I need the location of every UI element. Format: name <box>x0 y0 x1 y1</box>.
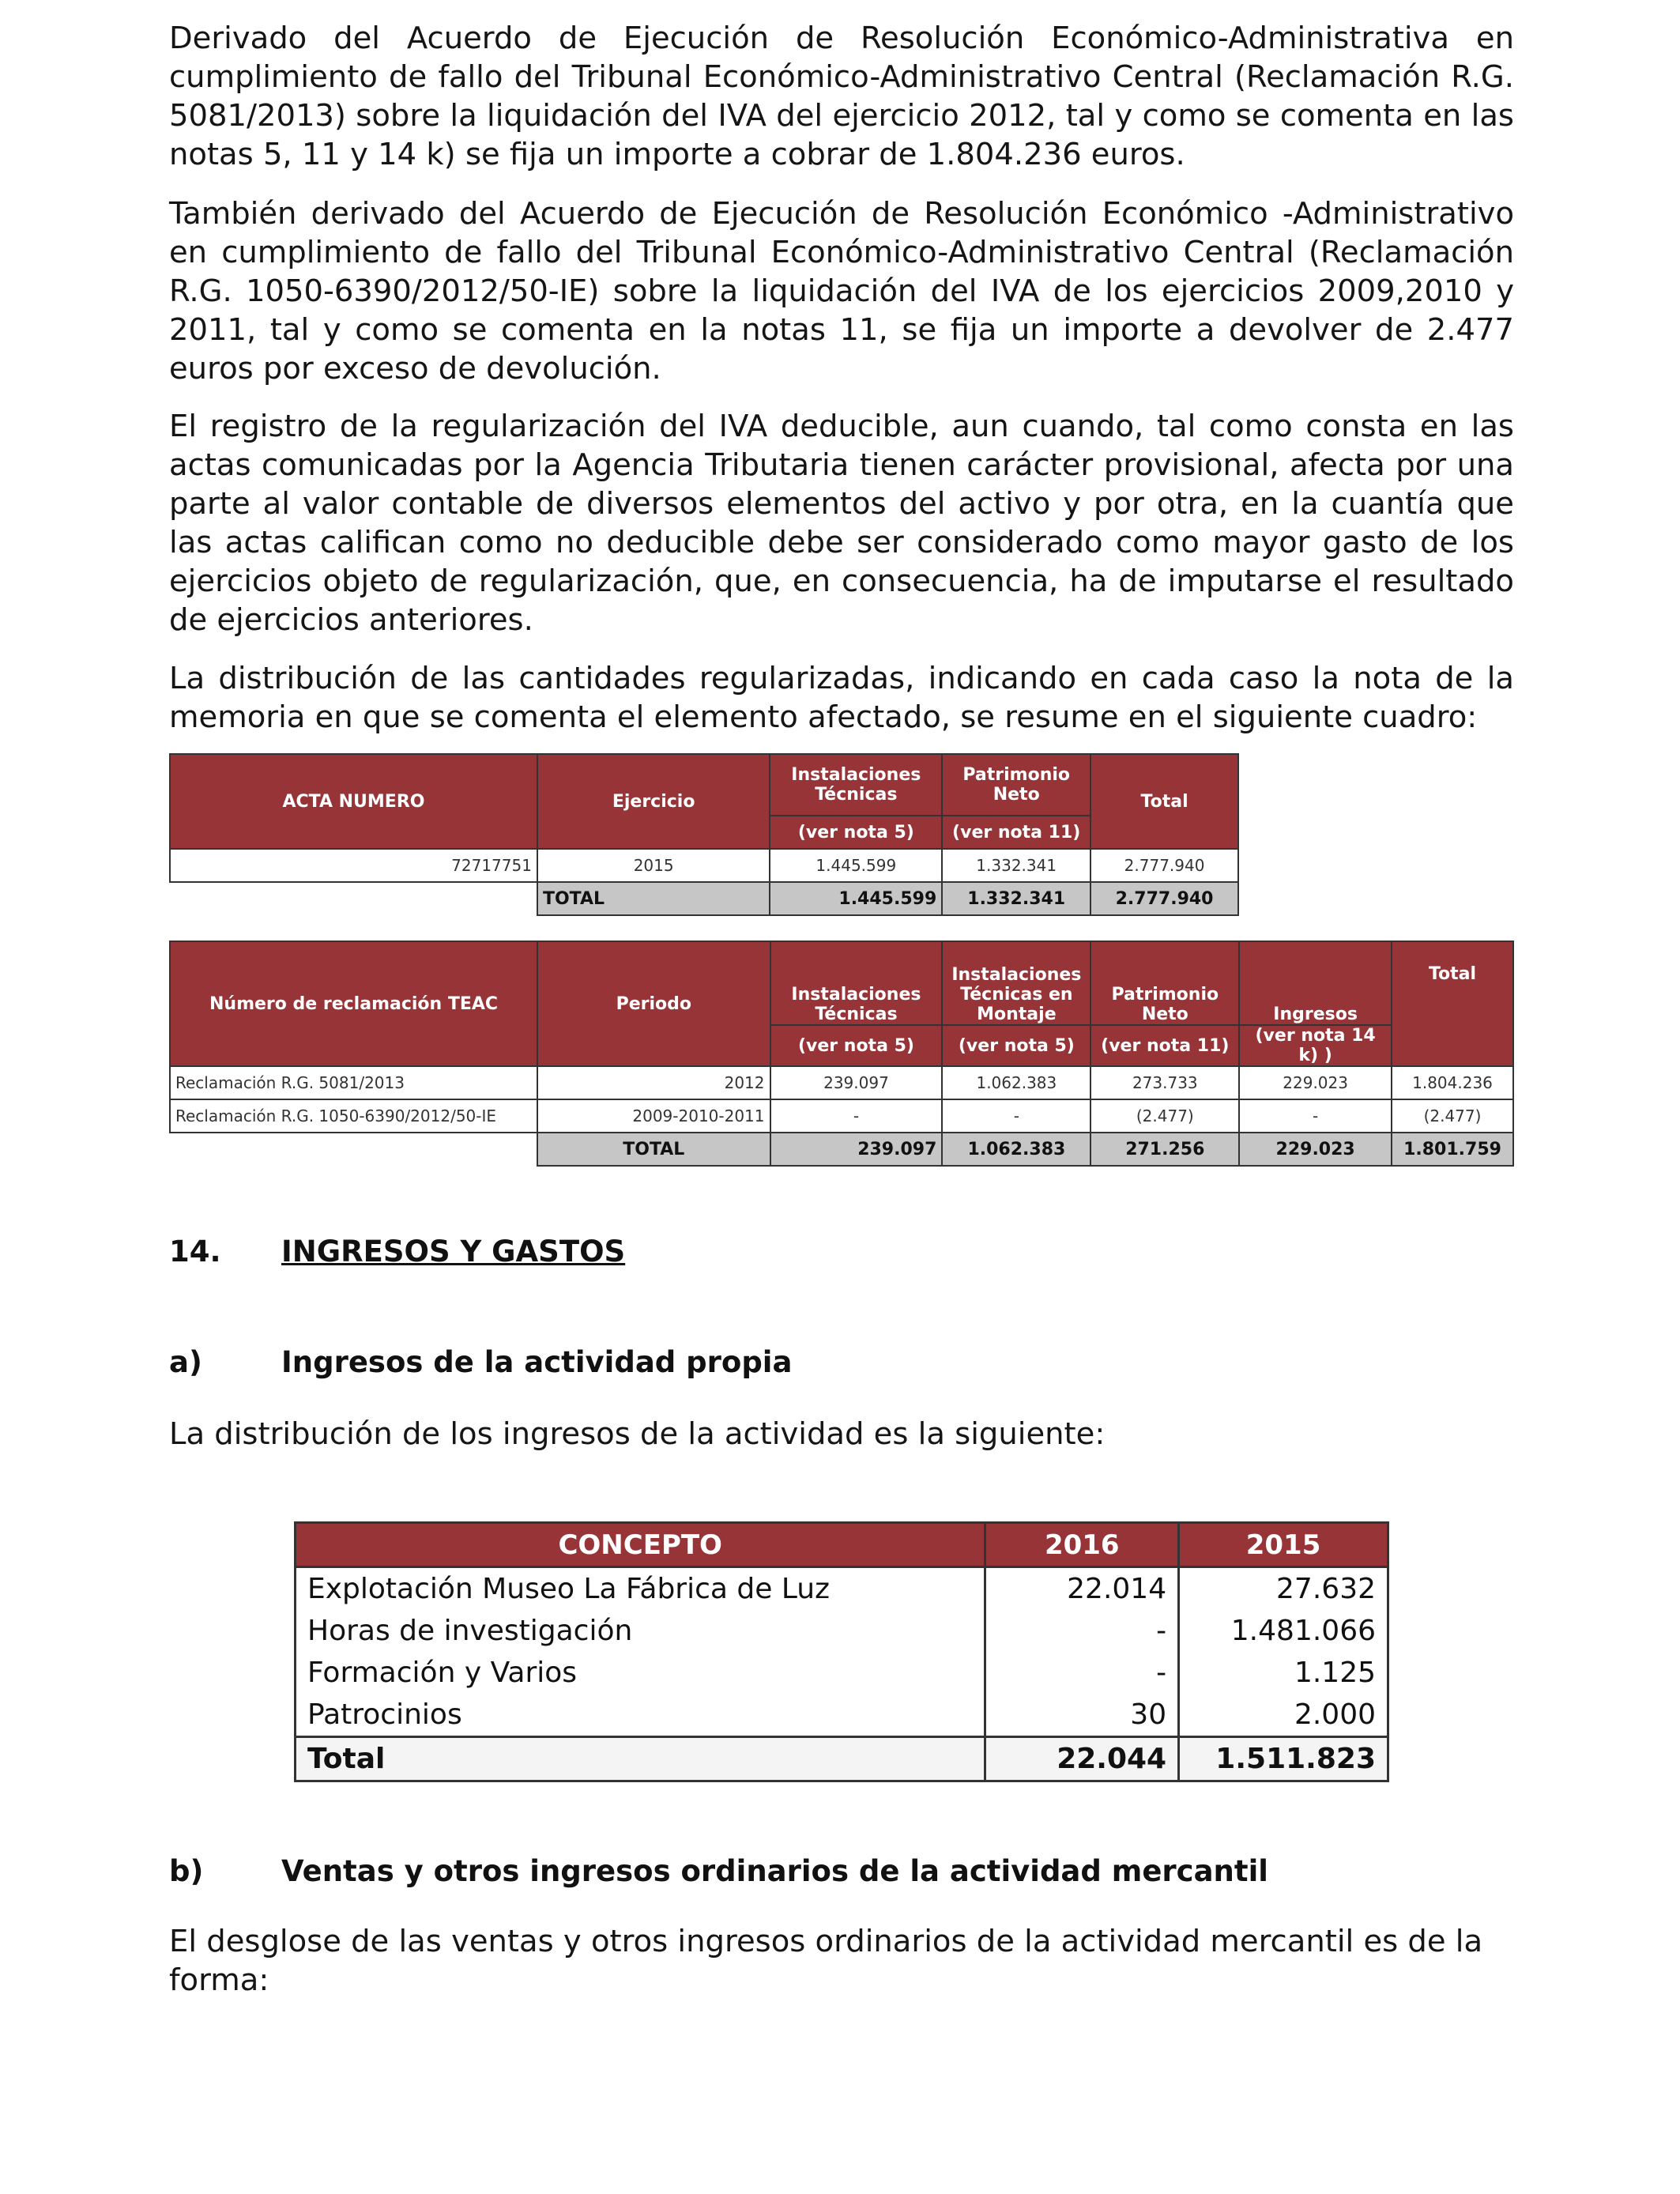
section-a-heading <box>169 1345 792 1379</box>
header-total: Total <box>1392 941 1513 1066</box>
header-total: Total <box>1090 754 1238 849</box>
cell-2015: 1.125 <box>1179 1652 1388 1694</box>
cell-reclamacion: Reclamación R.G. 5081/2013 <box>170 1066 537 1099</box>
total-instalaciones: 1.445.599 <box>770 882 942 915</box>
cell-concepto: Patrocinios <box>296 1694 985 1737</box>
section-14-title: INGRESOS Y GASTOS <box>281 1235 626 1269</box>
total-montaje: 1.062.383 <box>942 1133 1090 1166</box>
header-2016: 2016 <box>985 1523 1179 1567</box>
cell-total: 1.804.236 <box>1392 1066 1513 1099</box>
cell-instalaciones: - <box>770 1099 943 1133</box>
cell-patrimonio: 1.332.341 <box>942 849 1090 882</box>
total-ingresos: 229.023 <box>1239 1133 1392 1166</box>
header-acta: ACTA NUMERO <box>170 754 537 849</box>
cell-2016: 30 <box>985 1694 1179 1737</box>
cell-montaje: - <box>942 1099 1090 1133</box>
cell-montaje: 1.062.383 <box>942 1066 1090 1099</box>
header-patrimonio-neto: Patrimonio Neto <box>942 754 1090 816</box>
cell-instalaciones: 1.445.599 <box>770 849 942 882</box>
totals-row <box>170 1133 1513 1166</box>
cell-ejercicio: 2015 <box>537 849 770 882</box>
cell-total: (2.477) <box>1392 1099 1513 1133</box>
total-label: TOTAL <box>537 1133 770 1166</box>
header-nota-11: (ver nota 11) <box>942 816 1090 849</box>
header-nota-11: (ver nota 11) <box>1090 1025 1239 1066</box>
paragraph-2: También derivado del Acuerdo de Ejecución de Resolución Económico -Administrativo en cumplimiento de fallo del Tribunal Económico-Administrativo Central (Reclamación R.G. 1050-6390/2012/50-IE) sobre la liquidación del IVA de los ejercicios 2009,2010 y 2011, tal y como se comenta en la notas 11, se fija un importe a devolver de 2.477 euros por exceso de devolución. <box>169 196 1514 386</box>
header-ingresos: Ingresos <box>1239 941 1392 1025</box>
cell-2015: 27.632 <box>1179 1567 1388 1611</box>
section-a-title: Ingresos de la actividad propia <box>281 1345 793 1379</box>
section-a-number: a) <box>169 1345 202 1379</box>
ingresos-table <box>294 1521 1389 1782</box>
table-row <box>296 1567 1388 1611</box>
cell-concepto: Explotación Museo La Fábrica de Luz <box>296 1567 985 1611</box>
paragraph-4: La distribución de las cantidades regularizadas, indicando en cada caso la nota de la memoria en que se comenta el elemento afectado, se resume en el siguiente cuadro: <box>169 661 1514 735</box>
totals-row <box>296 1737 1388 1781</box>
paragraph-3-block <box>169 407 1514 639</box>
total-label: Total <box>296 1737 985 1781</box>
paragraph-2-block <box>169 194 1514 388</box>
section-14-number: 14. <box>169 1235 221 1269</box>
header-nota-14k: (ver nota 14 k) ) <box>1239 1025 1392 1066</box>
cell-patrimonio: (2.477) <box>1090 1099 1239 1133</box>
paragraph-4-block <box>169 659 1514 737</box>
table-row <box>296 1610 1388 1652</box>
cell-2015: 2.000 <box>1179 1694 1388 1737</box>
header-patrimonio-neto: Patrimonio Neto <box>1090 941 1239 1025</box>
header-nota-5b: (ver nota 5) <box>942 1025 1090 1066</box>
section-a-intro: La distribución de los ingresos de la actividad es la siguiente: <box>169 1416 1106 1452</box>
cell-instalaciones: 239.097 <box>770 1066 943 1099</box>
table-row <box>170 849 1238 882</box>
total-patrimonio: 271.256 <box>1090 1133 1239 1166</box>
cell-concepto: Horas de investigación <box>296 1610 985 1652</box>
table-row <box>296 1652 1388 1694</box>
cell-acta: 72717751 <box>170 849 537 882</box>
header-periodo: Periodo <box>537 941 770 1066</box>
total-label: TOTAL <box>537 882 770 915</box>
paragraph-1: Derivado del Acuerdo de Ejecución de Resolución Económico-Administrativa en cumplimiento de fallo del Tribunal Económico-Administrativo Central (Reclamación R.G. 5081/2013) sobre la liquidación del IVA del ejercicio 2012, tal y como se comenta en las notas 5, 11 y 14 k) se fija un importe a cobrar de 1.804.236 euros. <box>169 21 1514 172</box>
cell-periodo: 2012 <box>537 1066 770 1099</box>
table-row <box>296 1694 1388 1737</box>
cell-concepto: Formación y Varios <box>296 1652 985 1694</box>
section-b-number: b) <box>169 1854 204 1888</box>
total-2016: 22.044 <box>985 1737 1179 1781</box>
cell-2016: - <box>985 1610 1179 1652</box>
table-row <box>170 1066 1513 1099</box>
section-a-intro-block <box>169 1415 1514 1453</box>
section-b-heading <box>169 1854 1268 1888</box>
cell-total: 2.777.940 <box>1090 849 1238 882</box>
total-total: 1.801.759 <box>1392 1133 1513 1166</box>
cell-2015: 1.481.066 <box>1179 1610 1388 1652</box>
section-b-intro: El desglose de las ventas y otros ingresos ordinarios de la actividad mercantil es de la forma: <box>169 1924 1483 1998</box>
header-reclamacion: Número de reclamación TEAC <box>170 941 537 1066</box>
header-instalaciones-montaje: Instalaciones Técnicas en Montaje <box>942 941 1090 1025</box>
section-14-heading <box>169 1235 625 1269</box>
header-nota-5: (ver nota 5) <box>770 816 942 849</box>
total-total: 2.777.940 <box>1090 882 1238 915</box>
paragraph-1-block <box>169 19 1514 174</box>
table-row <box>170 1099 1513 1133</box>
cell-periodo: 2009-2010-2011 <box>537 1099 770 1133</box>
section-b-title: Ventas y otros ingresos ordinarios de la actividad mercantil <box>281 1854 1268 1888</box>
header-concepto: CONCEPTO <box>296 1523 985 1567</box>
header-2015: 2015 <box>1179 1523 1388 1567</box>
total-instalaciones: 239.097 <box>770 1133 943 1166</box>
header-ejercicio: Ejercicio <box>537 754 770 849</box>
cell-reclamacion: Reclamación R.G. 1050-6390/2012/50-IE <box>170 1099 537 1133</box>
acta-table <box>169 753 1239 916</box>
cell-ingresos: 229.023 <box>1239 1066 1392 1099</box>
totals-row <box>170 882 1238 915</box>
total-2015: 1.511.823 <box>1179 1737 1388 1781</box>
cell-patrimonio: 273.733 <box>1090 1066 1239 1099</box>
header-instalaciones-tecnicas: Instalaciones Técnicas <box>770 754 942 816</box>
cell-ingresos: - <box>1239 1099 1392 1133</box>
paragraph-3: El registro de la regularización del IVA deducible, aun cuando, tal como consta en las actas comunicadas por la Agencia Tributaria tienen carácter provisional, afecta por una parte al valor contable de diversos elementos del activo y por otra, en la cuantía que las actas califican como no deducible debe ser considerado como mayor gasto de los ejercicios objeto de regularización, que, en consecuencia, ha de imputarse el resultado de ejercicios anteriores. <box>169 409 1514 638</box>
section-b-intro-block <box>169 1922 1514 2000</box>
teac-table <box>169 941 1514 1167</box>
cell-2016: - <box>985 1652 1179 1694</box>
total-patrimonio: 1.332.341 <box>942 882 1090 915</box>
header-instalaciones-tecnicas: Instalaciones Técnicas <box>770 941 943 1025</box>
cell-2016: 22.014 <box>985 1567 1179 1611</box>
header-nota-5a: (ver nota 5) <box>770 1025 943 1066</box>
